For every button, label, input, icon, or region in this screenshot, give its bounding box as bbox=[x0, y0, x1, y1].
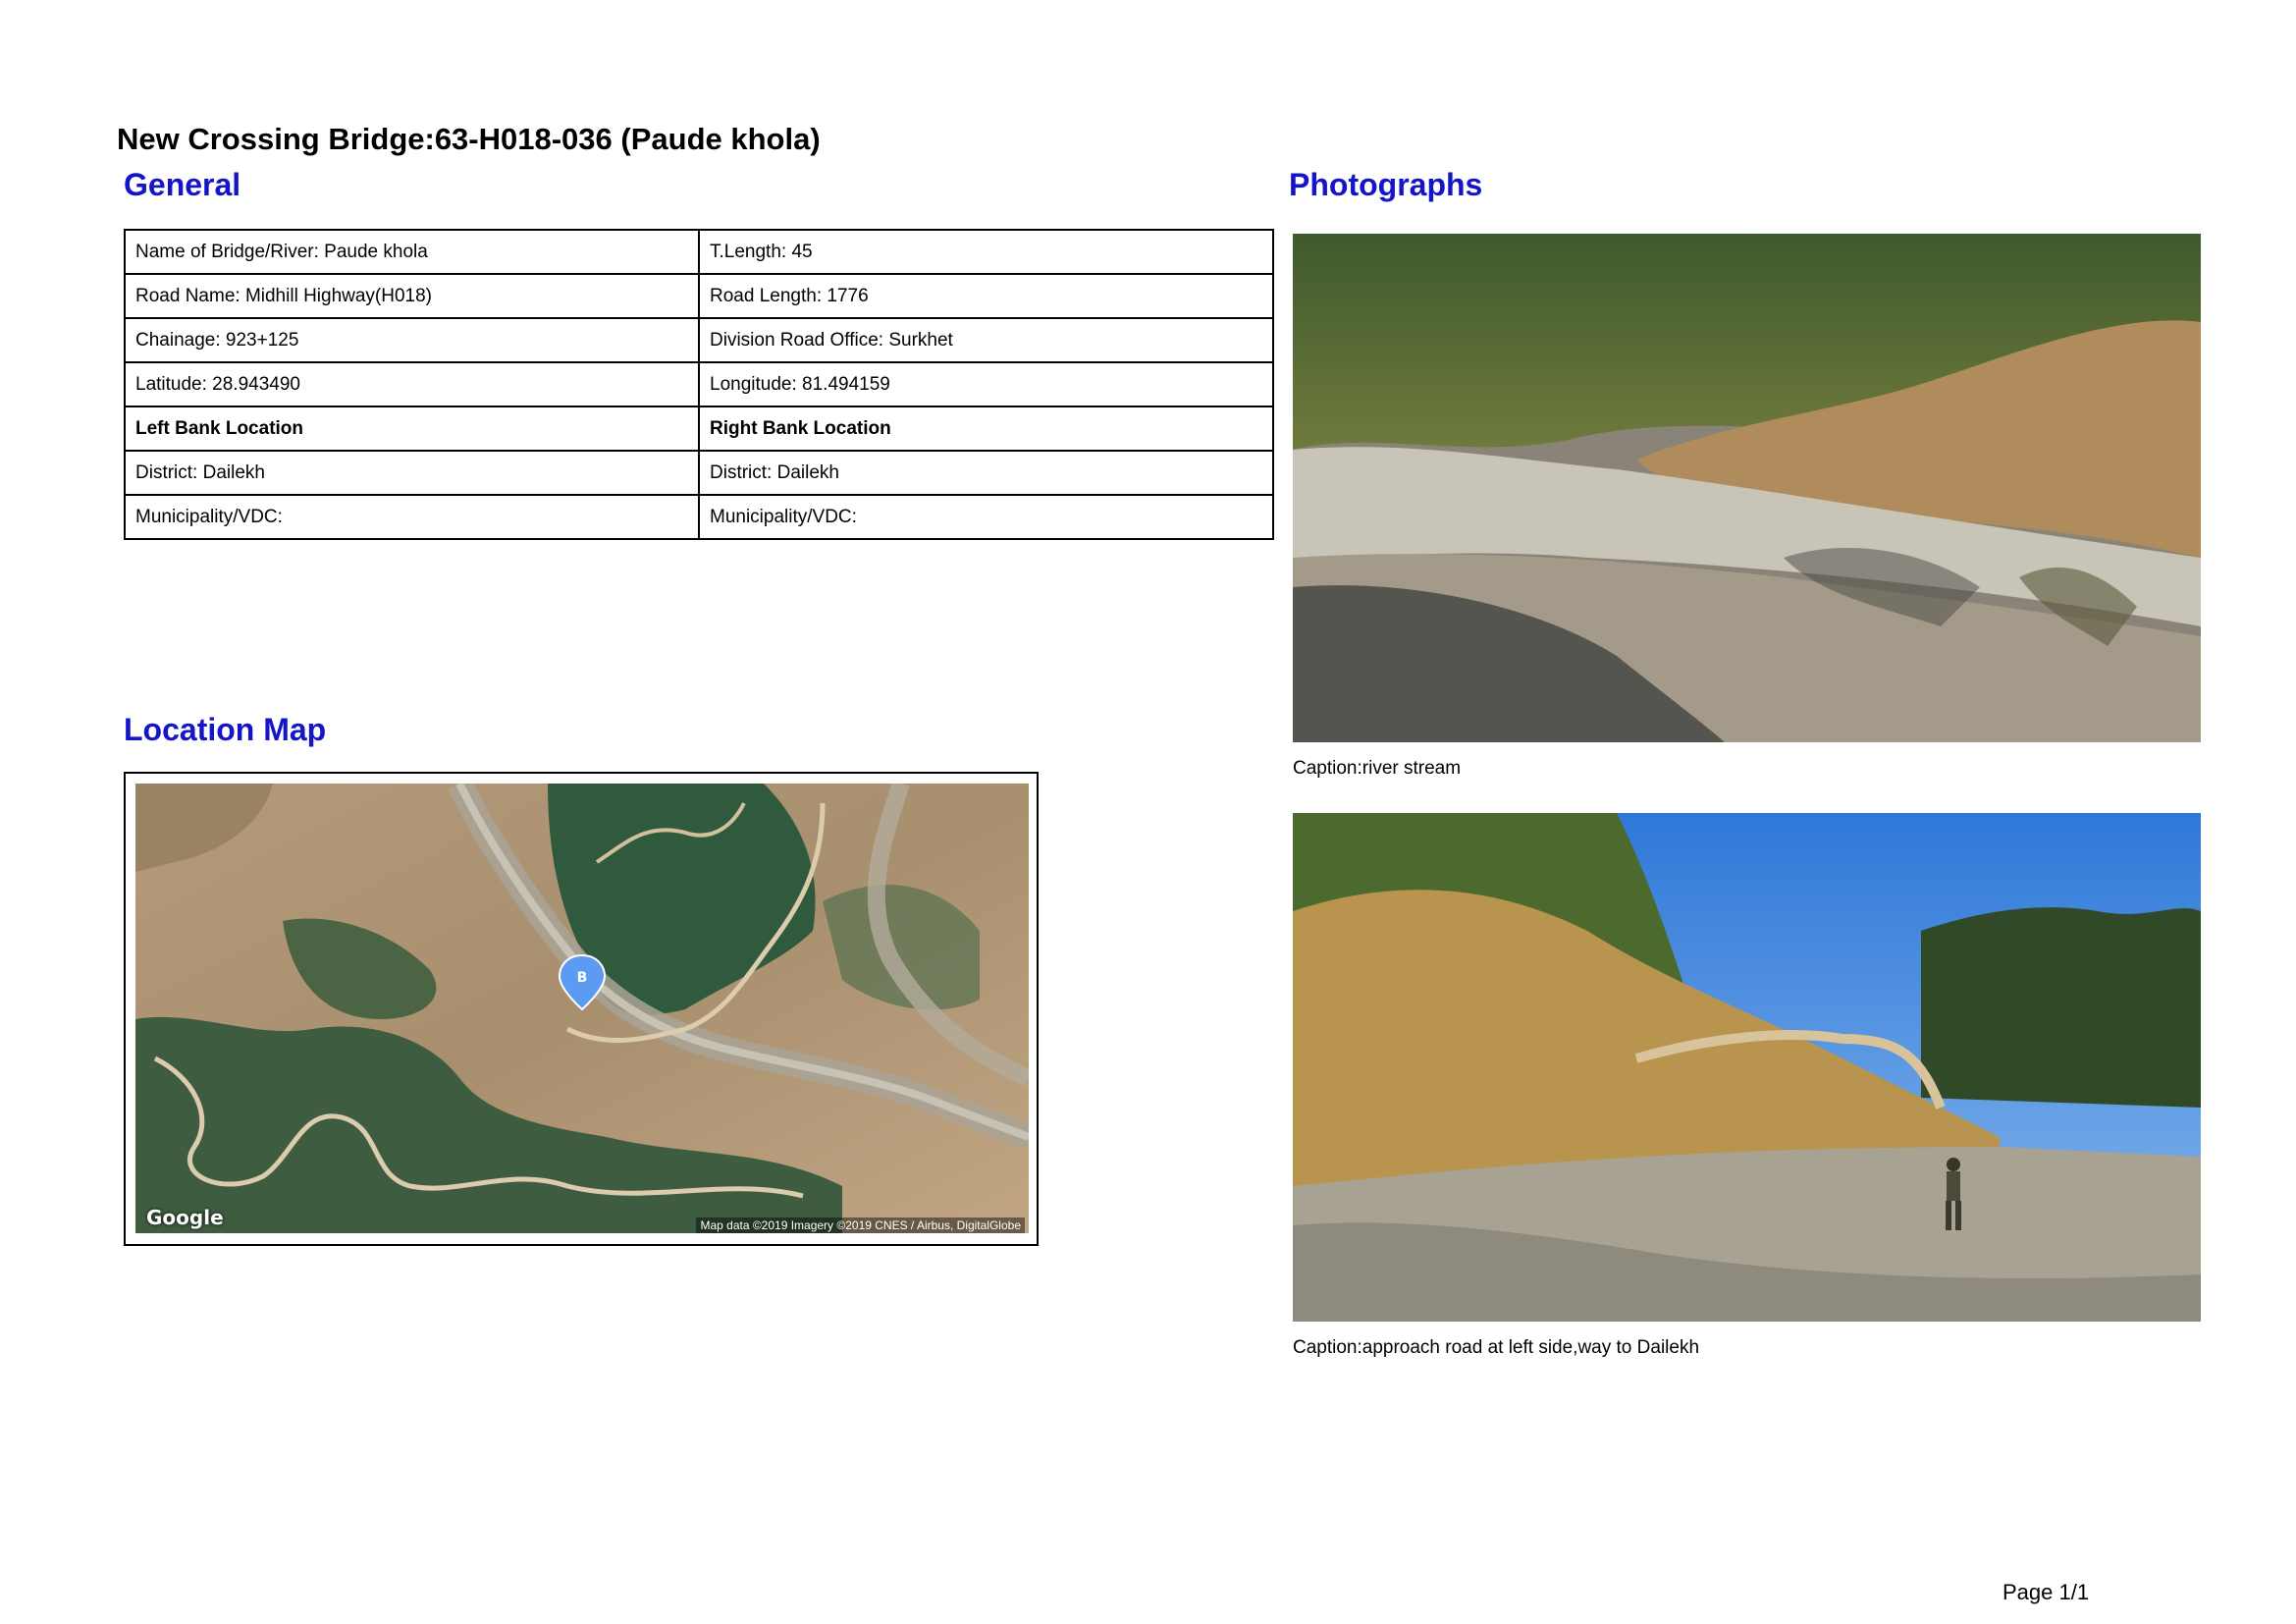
left-district-cell: District: Dailekh bbox=[125, 451, 699, 495]
right-bank-header-cell: Right Bank Location bbox=[699, 406, 1273, 451]
table-row bbox=[125, 274, 1273, 318]
table-row bbox=[125, 318, 1273, 362]
longitude-cell: Longitude: 81.494159 bbox=[699, 362, 1273, 406]
page-number: Page 1/1 bbox=[2002, 1580, 2090, 1604]
latitude-cell: Latitude: 28.943490 bbox=[125, 362, 699, 406]
general-heading: General bbox=[124, 167, 241, 202]
photo-approach-road bbox=[1293, 813, 2201, 1322]
left-bank-header-cell: Left Bank Location bbox=[125, 406, 699, 451]
photo-river-stream bbox=[1293, 234, 2201, 742]
general-info-table bbox=[124, 229, 1274, 540]
satellite-map[interactable] bbox=[135, 784, 1029, 1233]
photo-caption: Caption:approach road at left side,way to Dailekh bbox=[1293, 1337, 1700, 1358]
left-municipality-cell: Municipality/VDC: bbox=[125, 495, 699, 539]
google-logo: Google bbox=[146, 1206, 224, 1229]
table-row bbox=[125, 451, 1273, 495]
table-row bbox=[125, 230, 1273, 274]
map-pin-label: B bbox=[576, 970, 588, 986]
right-district-cell: District: Dailekh bbox=[699, 451, 1273, 495]
location-map-frame bbox=[124, 772, 1039, 1246]
photographs-heading: Photographs bbox=[1289, 167, 1483, 202]
right-municipality-cell: Municipality/VDC: bbox=[699, 495, 1273, 539]
document-title: New Crossing Bridge:63-H018-036 (Paude khola) bbox=[117, 122, 821, 156]
total-length-cell: T.Length: 45 bbox=[699, 230, 1273, 274]
map-attribution: Map data ©2019 Imagery ©2019 CNES / Airbus, DigitalGlobe bbox=[696, 1218, 1025, 1233]
bridge-name-cell: Name of Bridge/River: Paude khola bbox=[125, 230, 699, 274]
road-name-cell: Road Name: Midhill Highway(H018) bbox=[125, 274, 699, 318]
road-length-cell: Road Length: 1776 bbox=[699, 274, 1273, 318]
table-row bbox=[125, 495, 1273, 539]
photo-caption: Caption:river stream bbox=[1293, 758, 1462, 779]
table-row bbox=[125, 406, 1273, 451]
division-office-cell: Division Road Office: Surkhet bbox=[699, 318, 1273, 362]
chainage-cell: Chainage: 923+125 bbox=[125, 318, 699, 362]
table-row bbox=[125, 362, 1273, 406]
location-map-heading: Location Map bbox=[124, 712, 327, 747]
